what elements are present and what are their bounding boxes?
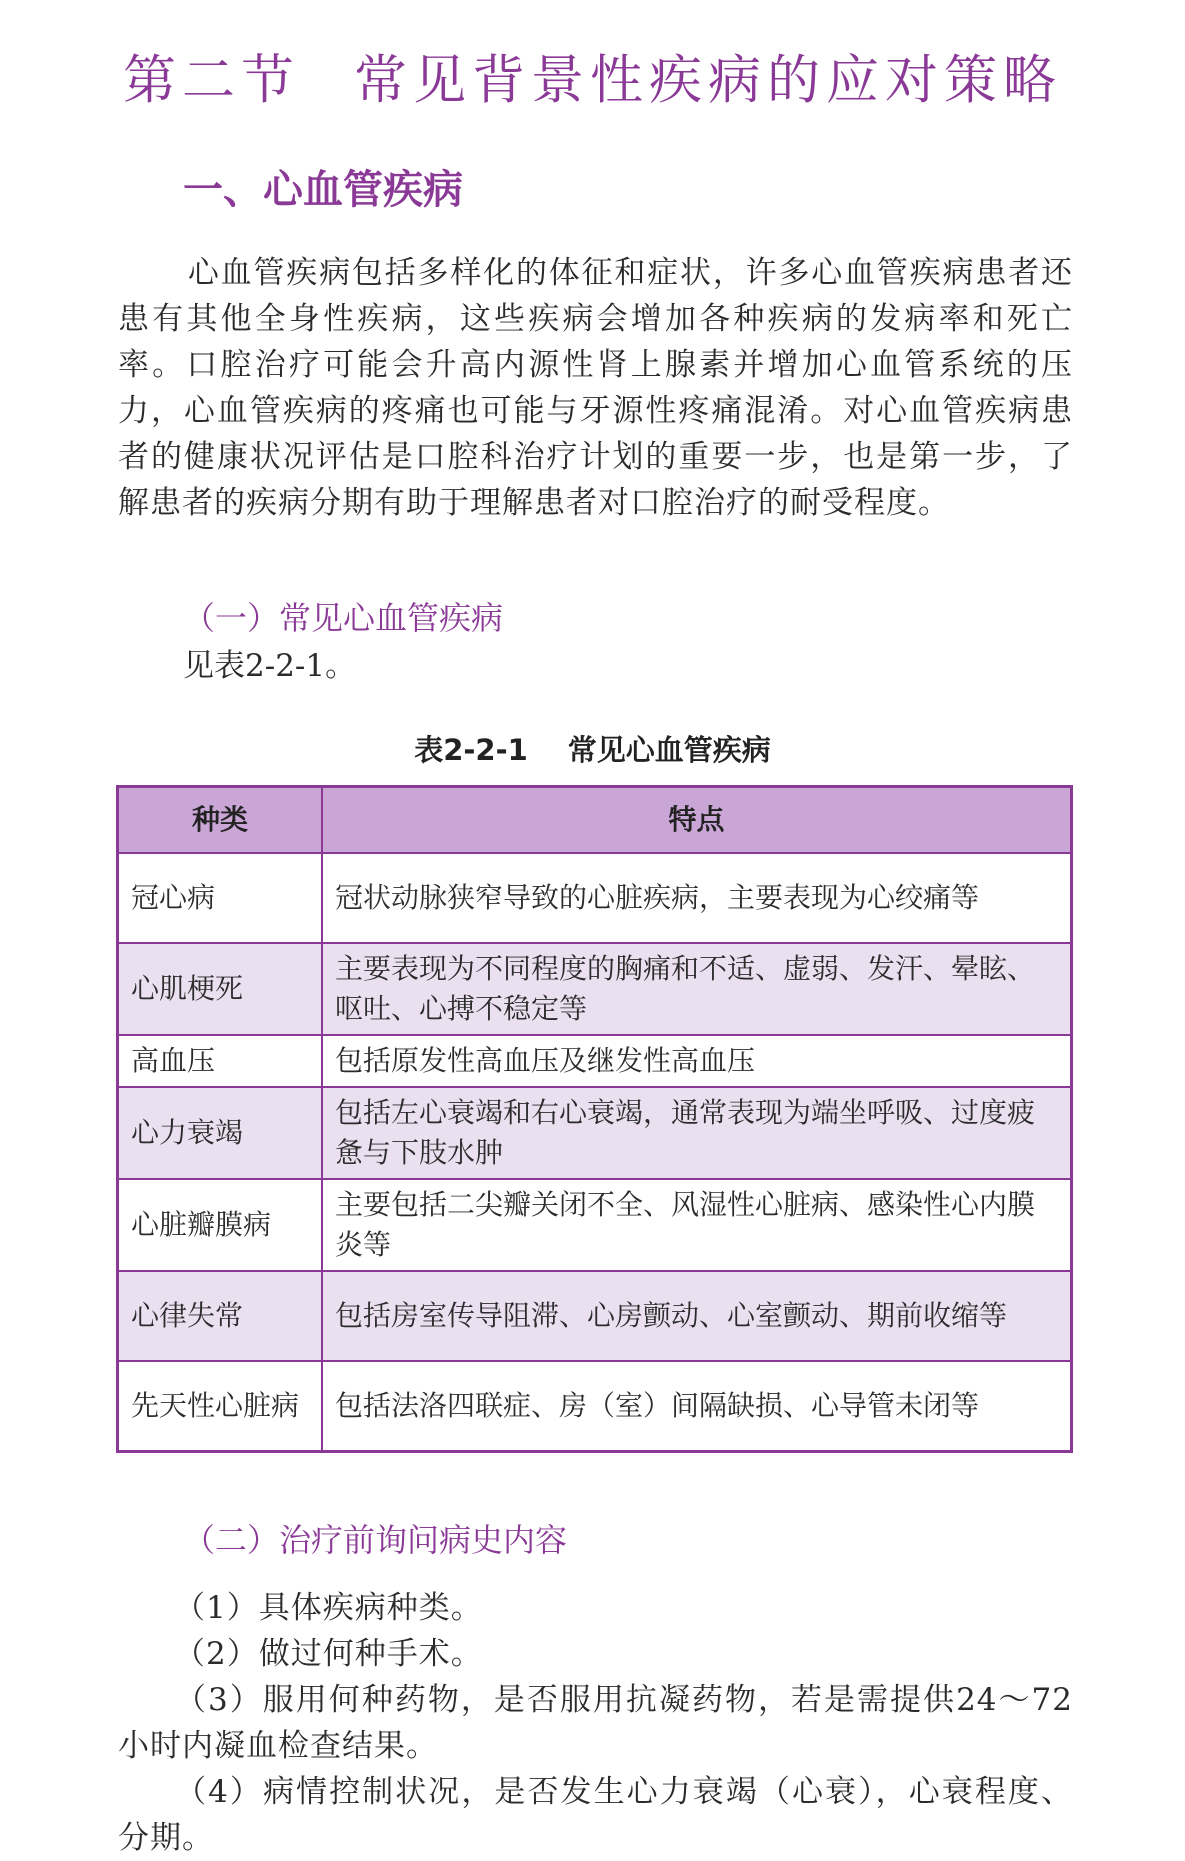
intro-paragraph: [118, 250, 1073, 526]
cell-kind: 心律失常: [118, 1271, 323, 1361]
table-row: [118, 1271, 1072, 1361]
list-item: [118, 1585, 1073, 1631]
history-list: [118, 1585, 1073, 1861]
cell-feature: 包括左心衰竭和右心衰竭，通常表现为端坐呼吸、过度疲惫与下肢水肿: [322, 1087, 1072, 1179]
table-caption: [0, 728, 1185, 769]
table-row: [118, 853, 1072, 943]
list-item-text: （4）病情控制状况，是否发生心力衰竭（心衰），心衰程度、分期。: [118, 1774, 1073, 1856]
see-table-reference: 见表2-2-1。: [183, 648, 357, 684]
table-row: [118, 1087, 1072, 1179]
cell-feature: 主要表现为不同程度的胸痛和不适、虚弱、发汗、晕眩、呕吐、心搏不稳定等: [322, 943, 1072, 1035]
section-title-text: 常见背景性疾病的应对策略: [354, 50, 1062, 111]
intro-paragraph-text: 心血管疾病包括多样化的体征和症状，许多心血管疾病患者还患有其他全身性疾病，这些疾病会增加各种疾病的发病率和死亡率。口腔治疗可能会升高内源性肾上腺素并增加心血管系统的压力，心血管疾病的疼痛也可能与牙源性疼痛混淆。对心血管疾病患者的健康状况评估是口腔科治疗计划的重要一步，也是第一步，了解患者的疾病分期有助于理解患者对口腔治疗的耐受程度。: [118, 255, 1073, 521]
list-item-text: （2）做过何种手术。: [174, 1636, 483, 1672]
cell-feature: 主要包括二尖瓣关闭不全、风湿性心脏病、感染性心内膜炎等: [322, 1179, 1072, 1271]
heading-cardiovascular: 一、心血管疾病: [183, 167, 463, 213]
subheading-common-diseases: （一）常见心血管疾病: [183, 599, 504, 637]
section-number: 第二节: [123, 50, 300, 111]
cell-kind: 心力衰竭: [118, 1087, 323, 1179]
table-header-row: [118, 787, 1072, 854]
cell-kind: 冠心病: [118, 853, 323, 943]
cell-kind: 高血压: [118, 1035, 323, 1087]
table-row: [118, 943, 1072, 1035]
cell-feature: 包括原发性高血压及继发性高血压: [322, 1035, 1072, 1087]
table-row: [118, 1035, 1072, 1087]
table-row: [118, 1179, 1072, 1271]
cell-kind: 心脏瓣膜病: [118, 1179, 323, 1271]
section-title: [0, 38, 1185, 114]
table-caption-title: 常见心血管疾病: [567, 733, 771, 767]
cell-feature: 冠状动脉狭窄导致的心脏疾病，主要表现为心绞痛等: [322, 853, 1072, 943]
cell-kind: 心肌梗死: [118, 943, 323, 1035]
list-item-text: （3）服用何种药物，是否服用抗凝药物，若是需提供24～72小时内凝血检查结果。: [118, 1682, 1073, 1764]
subheading-history-inquiry: （二）治疗前询问病史内容: [183, 1521, 568, 1559]
table-row: [118, 1361, 1072, 1451]
list-item: [118, 1677, 1073, 1769]
header-kind: 种类: [118, 787, 323, 854]
table-caption-number: 表2-2-1: [414, 733, 528, 767]
list-item: [118, 1631, 1073, 1677]
cell-feature: 包括房室传导阻滞、心房颤动、心室颤动、期前收缩等: [322, 1271, 1072, 1361]
list-item-text: （1）具体疾病种类。: [174, 1590, 483, 1626]
disease-table: [116, 785, 1073, 1453]
cell-feature: 包括法洛四联症、房（室）间隔缺损、心导管未闭等: [322, 1361, 1072, 1451]
header-feature: 特点: [322, 787, 1072, 854]
list-item: [118, 1769, 1073, 1861]
cell-kind: 先天性心脏病: [118, 1361, 323, 1451]
